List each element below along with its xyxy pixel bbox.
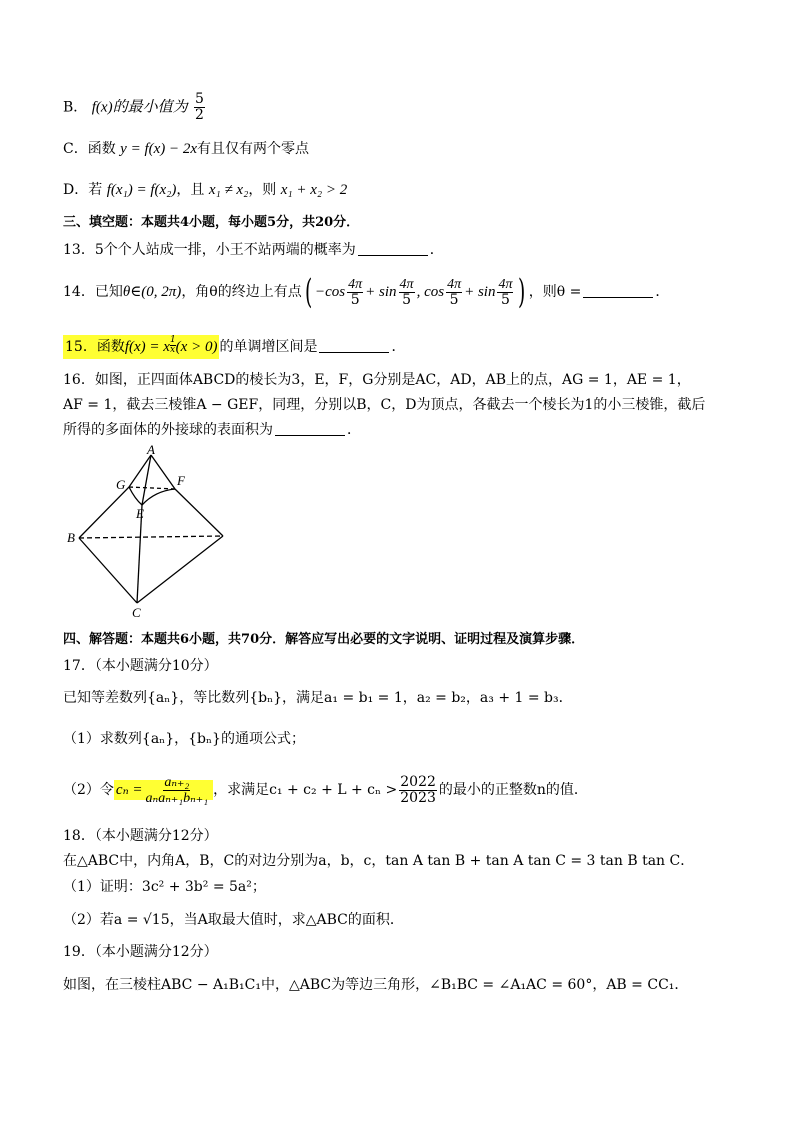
answer-blank [275, 421, 345, 436]
question-14: 14．已知θ∈(0, 2π)，角θ的终边上有点( −cos $\frac{4\pi}{5}$ + sin $\frac{4\pi}{5}$ , cos $\frac{4\pi}{5}$ + sin $\frac{4\pi}{5}$ ) ，则θ = ． [63, 272, 670, 312]
edge-f-e [142, 489, 175, 505]
question-18-title: 18．（本小题满分12分） [63, 828, 218, 844]
question-15: 15．函数f(x) = x $\frac{1}{x}$ (x > 0) 的单调增区间是 ． [63, 336, 405, 357]
highlighted-question-stem: 15．函数f(x) = x $\frac{1}{x}$ (x > 0) [63, 335, 219, 359]
option-c: C．函数 y = f(x) − 2x有且仅有两个零点 [63, 141, 310, 157]
edge-a-f [151, 455, 175, 489]
tetrahedron-figure [63, 443, 243, 621]
highlighted-formula: cₙ = $\frac{\text{aₙ₊₂}}{\text{aₙaₙ₊₁bₙ₊₁}}$ [114, 780, 213, 800]
edge-g-f [129, 487, 175, 489]
question-17-stem: 已知等差数列{aₙ}，等比数列{bₙ}，满足a₁ = b₁ = 1，a₂ = b₂，a₃ + 1 = b₃． [63, 690, 573, 706]
question-16-line-3: 所得的多面体的外接球的表面积为 ． [63, 422, 361, 438]
edge-f-d [175, 489, 223, 536]
edge-b-c [79, 538, 137, 603]
label-a: A [147, 443, 155, 457]
question-17-title: 17．（本小题满分10分） [63, 658, 218, 674]
question-19-title: 19．（本小题满分12分） [63, 944, 218, 960]
edge-b-d [79, 536, 223, 538]
question-16-line-1: 16．如图，正四面体ABCD的棱长为3，E，F，G分别是AC，AD，AB上的点，AG = 1，AE = 1， [63, 372, 691, 388]
edge-g-b [79, 487, 129, 538]
question-13: 13．5个个人站成一排，小王不站两端的概率为 ． [63, 242, 444, 258]
answer-blank [319, 338, 389, 353]
fraction-five-halves: $\frac{5}{2}$ [195, 91, 204, 123]
label-b: B [67, 530, 75, 545]
answer-blank [583, 283, 653, 298]
label-e: E [136, 506, 144, 521]
question-17-part-1: （1）求数列{aₙ}，{bₙ}的通项公式； [63, 731, 305, 747]
section-4-heading: 四、解答题：本题共6小题，共70分．解答应写出必要的文字说明、证明过程及演算步骤． [63, 632, 585, 647]
section-3-heading: 三、填空题：本题共4小题，每小题5分，共20分． [63, 215, 360, 230]
question-18-stem: 在△ABC中，内角A，B，C的对边分别为a，b，c，tan A tan B + tan A tan C = 3 tan B tan C． [63, 853, 695, 869]
option-b: B． f(x)的最小值为 $\frac{5}{2}$ [63, 91, 204, 123]
left-paren: ( [304, 272, 313, 312]
edge-g-e [129, 487, 142, 505]
label-c: C [132, 605, 141, 620]
label-g: G [116, 477, 126, 492]
option-d: D．若 f(x₁) = f(x₂)，且 x₁ ≠ x₂，则 x₁ + x₂ > 2 [63, 182, 348, 198]
question-17-part-2: （2）令 cₙ = $\frac{\text{aₙ₊₂}}{\text{aₙaₙ₊₁bₙ₊₁}}$ ，求满足c₁ + c₂ + L + cₙ > $\frac{2022}{2023}$ 的最小的正整数n的值． [63, 773, 588, 806]
question-18-part-2: （2）若a = √15，当A取最大值时，求△ABC的面积． [63, 912, 404, 928]
edge-d-c [137, 536, 223, 603]
answer-blank [358, 241, 428, 256]
right-paren: ) [518, 272, 526, 312]
question-19-stem: 如图，在三棱柱ABC − A₁B₁C₁中，△ABC为等边三角形，∠B₁BC = ∠A₁AC = 60°，AB = CC₁． [63, 977, 689, 993]
question-18-part-1: （1）证明：3c² + 3b² = 5a²； [63, 879, 266, 895]
exponent-fraction: $\frac{1}{x}$ [169, 335, 176, 355]
question-16-line-2: AF = 1，截去三棱锥A − GEF，同理，分别以B，C，D为顶点，各截去一个棱长为1的小三棱锥，截后 [63, 397, 706, 413]
label-f: F [177, 473, 185, 488]
